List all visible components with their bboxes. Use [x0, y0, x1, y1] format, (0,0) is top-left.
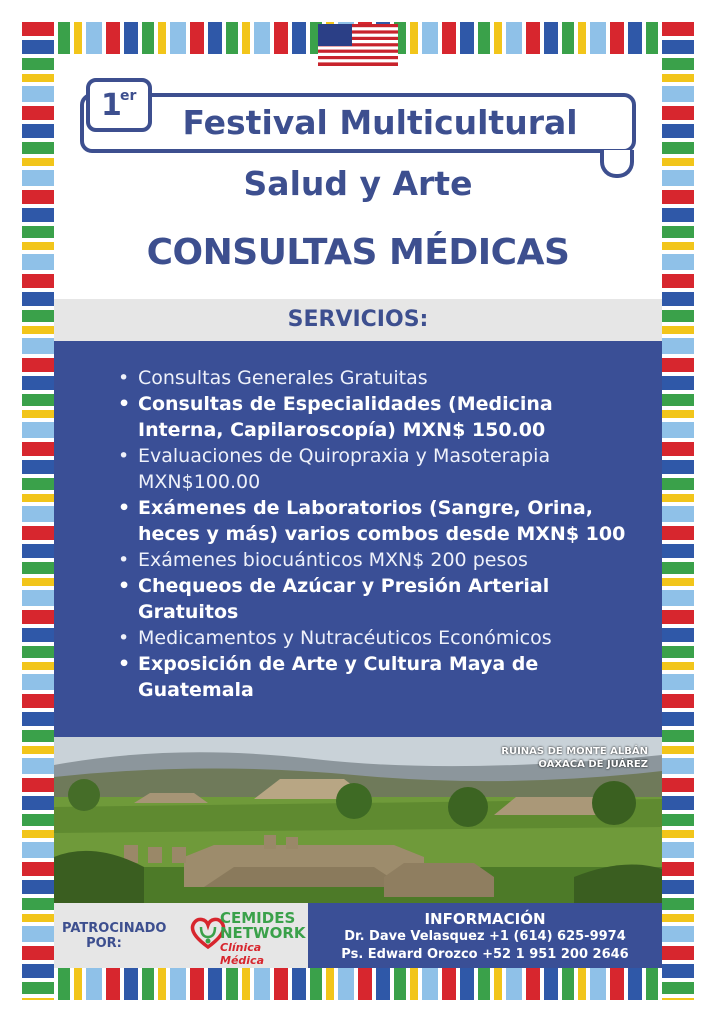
flag-border-right	[662, 22, 694, 1000]
flag-border-bottom	[22, 968, 694, 1000]
service-item: • Exámenes biocuánticos MXN$ 200 pesos	[118, 547, 638, 573]
service-item: • Consultas Generales Gratuitas	[118, 365, 638, 391]
photo-caption	[501, 745, 648, 771]
sponsor-label-line: PATROCINADO	[62, 921, 167, 936]
service-item: • Evaluaciones de Quiropraxia y Masoterapia MXN$100.00	[118, 443, 638, 495]
info-block	[308, 903, 662, 968]
logo-wordmark	[220, 911, 308, 967]
services-list	[118, 365, 638, 703]
footer	[54, 903, 662, 968]
consultations-heading: CONSULTAS MÉDICAS	[146, 232, 570, 273]
flag-border-left	[22, 22, 54, 1000]
monte-alban-photo	[54, 737, 662, 903]
service-item: • Chequeos de Azúcar y Presión Arterial Gratuitos	[118, 573, 638, 625]
caption-line: RUINAS DE MONTE ALBÁN	[501, 746, 648, 757]
us-flag-icon	[318, 24, 398, 66]
logo-tagline: Clínica Médica	[220, 941, 264, 967]
caption-line: OAXACA DE JUÁREZ	[538, 759, 648, 770]
edition-badge	[86, 78, 152, 132]
service-item: • Exámenes de Laboratorios (Sangre, Orina, heces y más) varios combos desde MXN$ 100	[118, 495, 638, 547]
contact-line: Dr. Dave Velasquez +1 (614) 625-9974	[344, 929, 626, 944]
sponsor-label-line: POR:	[86, 936, 122, 951]
info-title: INFORMACIÓN	[424, 910, 546, 928]
services-heading: SERVICIOS:	[54, 299, 662, 341]
logo-line: NETWORK	[220, 924, 306, 942]
service-item: • Exposición de Arte y Cultura Maya de Guatemala	[118, 651, 638, 703]
service-item: • Consultas de Especialidades (Medicina Interna, Capilaroscopía) MXN$ 150.00	[118, 391, 638, 443]
festival-subtitle: Salud y Arte	[243, 164, 473, 203]
contact-line: Ps. Edward Orozco +52 1 951 200 2646	[341, 947, 629, 962]
logo-line: CEMIDES	[220, 909, 296, 927]
sponsor-label	[62, 921, 167, 951]
sponsor-block	[54, 903, 308, 968]
services-panel	[54, 341, 662, 737]
festival-title: Festival Multicultural	[182, 103, 578, 142]
edition-number: 1	[101, 88, 122, 123]
service-item: • Medicamentos y Nutracéuticos Económicos	[118, 625, 638, 651]
edition-suffix: er	[120, 88, 137, 104]
